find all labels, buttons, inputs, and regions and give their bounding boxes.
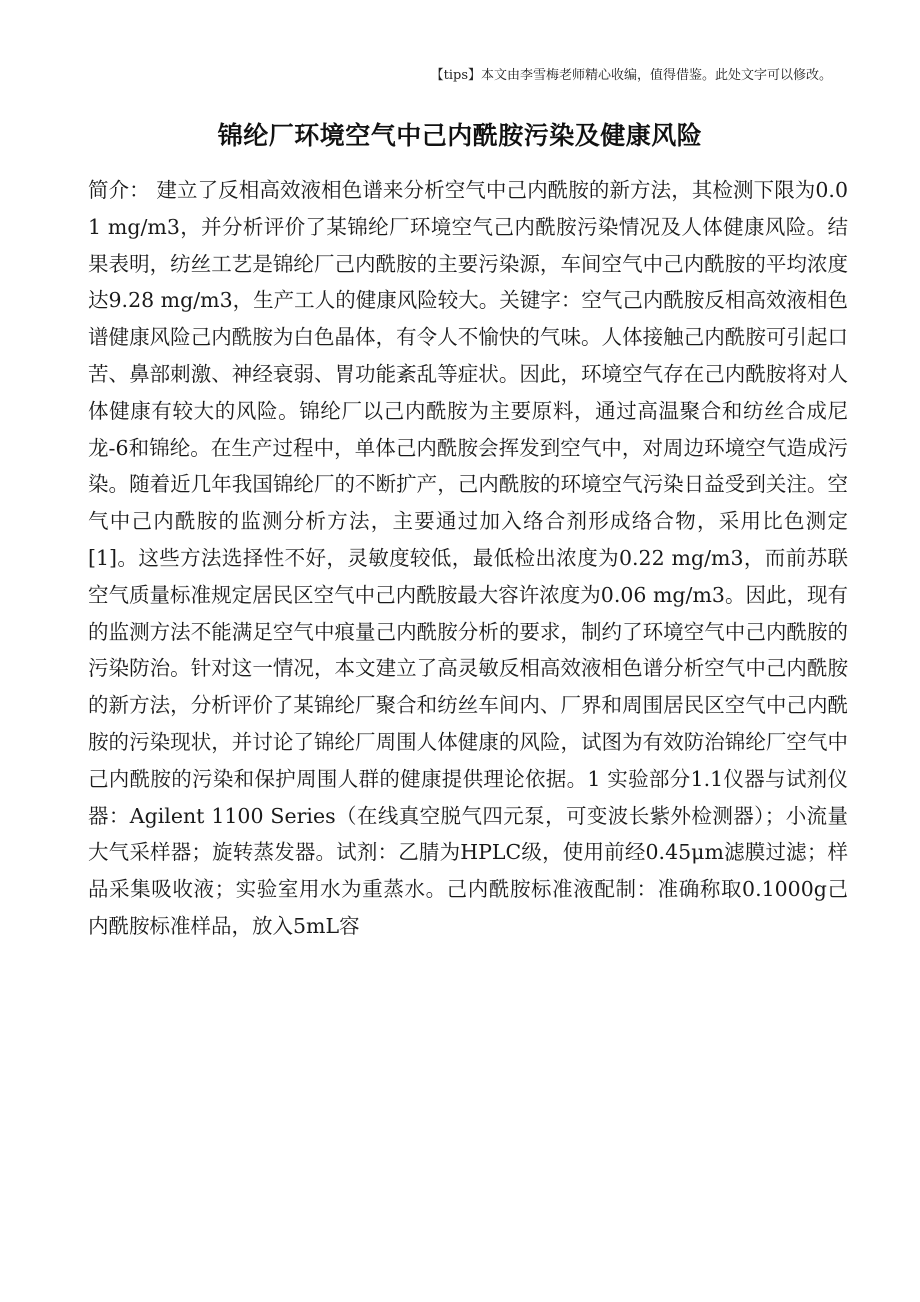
document-body	[88, 172, 848, 945]
document-title: 锦纶厂环境空气中己内酰胺污染及健康风险	[217, 121, 703, 150]
body-paragraph: 简介： 建立了反相高效液相色谱来分析空气中己内酰胺的新方法，其检测下限为0.01 mg/m3，并分析评价了某锦纶厂环境空气己内酰胺污染情况及人体健康风险。结果表明，纺丝工艺是锦纶厂己内酰胺的主要污染源，车间空气中己内酰胺的平均浓度达9.28 mg/m3，生产工人的健康风险较大。关键字：空气己内酰胺反相高效液相色谱健康风险己内酰胺为白色晶体，有令人不愉快的气味。人体接触己内酰胺可引起口苦、鼻部刺激、神经衰弱、胃功能紊乱等症状。因此，环境空气存在己内酰胺将对人体健康有较大的风险。锦纶厂以己内酰胺为主要原料，通过高温聚合和纺丝合成尼龙-6和锦纶。在生产过程中，单体己内酰胺会挥发到空气中，对周边环境空气造成污染。随着近几年我国锦纶厂的不断扩产，己内酰胺的环境空气污染日益受到关注。空气中己内酰胺的监测分析方法，主要通过加入络合剂形成络合物，采用比色测定[1]。这些方法选择性不好，灵敏度较低，最低检出浓度为0.22 mg/m3，而前苏联空气质量标准规定居民区空气中己内酰胺最大容许浓度为0.06 mg/m3。因此，现有的监测方法不能满足空气中痕量己内酰胺分析的要求，制约了环境空气中己内酰胺的污染防治。针对这一情况，本文建立了高灵敏反相高效液相色谱分析空气中己内酰胺的新方法，分析评价了某锦纶厂聚合和纺丝车间内、厂界和周围居民区空气中己内酰胺的污染现状，并讨论了锦纶厂周围人体健康的风险，试图为有效防治锦纶厂空气中己内酰胺的污染和保护周围人群的健康提供理论依据。1 实验部分1.1仪器与试剂仪器：Agilent 1100 Series（在线真空脱气四元泵，可变波长紫外检测器）；小流量大气采样器；旋转蒸发器。试剂：乙腈为HPLC级，使用前经0.45μm滤膜过滤；样品采集吸收液；实验室用水为重蒸水。己内酰胺标准液配制：准确称取0.1000g己内酰胺标准样品，放入5mL容	[88, 178, 848, 938]
tips-note: 【tips】本文由李雪梅老师精心收编，值得借鉴。此处文字可以修改。	[430, 68, 832, 83]
